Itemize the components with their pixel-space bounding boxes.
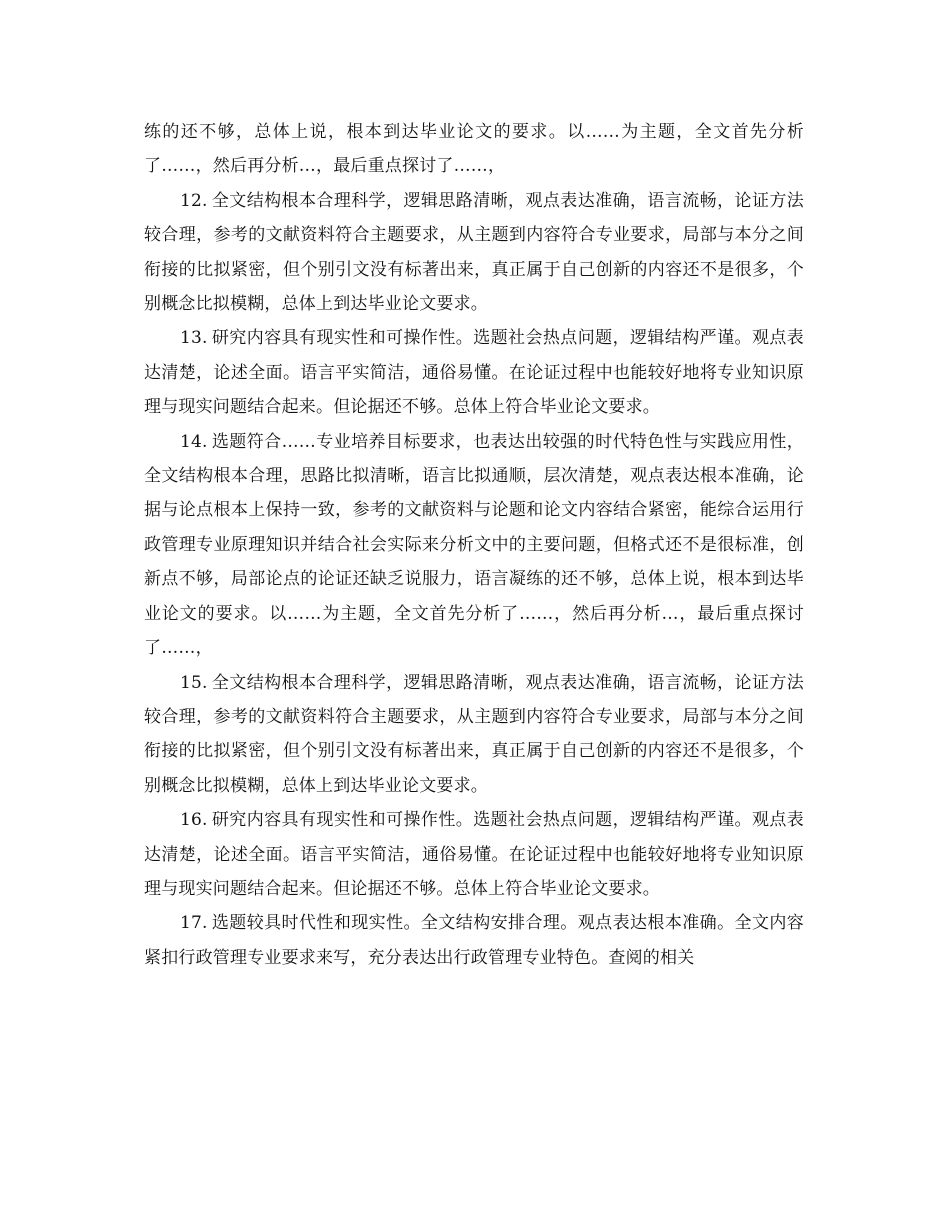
paragraph-text: 全文结构根本合理科学，逻辑思路清晰，观点表达准确，语言流畅，论证方法较合理，参考的文献资料符合主题要求，从主题到内容符合专业要求，局部与本分之间衔接的比拟紧密，但个别引文没有标著出来，真正属于自己创新的内容还不是很多，个别概念比拟模糊，总体上到达毕业论文要求。 bbox=[144, 190, 804, 315]
paragraph-number: 15. bbox=[180, 672, 208, 693]
paragraph-text: 练的还不够，总体上说，根本到达毕业论文的要求。以……为主题，全文首先分析了……，然后再分析…，最后重点探讨了……， bbox=[144, 122, 804, 177]
paragraph-text: 全文结构根本合理科学，逻辑思路清晰，观点表达准确，语言流畅，论证方法较合理，参考的文献资料符合主题要求，从主题到内容符合专业要求，局部与本分之间衔接的比拟紧密，但个别引文没有标著出来，真正属于自己创新的内容还不是很多，个别概念比拟模糊，总体上到达毕业论文要求。 bbox=[144, 672, 804, 796]
paragraph-number: 16. bbox=[180, 810, 208, 831]
document-page bbox=[144, 115, 804, 975]
paragraph-16 bbox=[144, 803, 804, 906]
paragraph-number: 17. bbox=[180, 913, 208, 934]
paragraph-17 bbox=[144, 906, 804, 975]
paragraph-text: 选题较具时代性和现实性。全文结构安排合理。观点表达根本准确。全文内容紧扣行政管理专业要求来写，充分表达出行政管理专业特色。查阅的相关 bbox=[144, 913, 804, 968]
paragraph-text: 研究内容具有现实性和可操作性。选题社会热点问题，逻辑结构严谨。观点表达清楚，论述全面。语言平实简洁，通俗易懂。在论证过程中也能较好地将专业知识原理与现实问题结合起来。但论据还不够。总体上符合毕业论文要求。 bbox=[144, 810, 804, 899]
paragraph-number: 12. bbox=[180, 190, 208, 211]
paragraph-text: 研究内容具有现实性和可操作性。选题社会热点问题，逻辑结构严谨。观点表达清楚，论述全面。语言平实简洁，通俗易懂。在论证过程中也能较好地将专业知识原理与现实问题结合起来。但论据还不够。总体上符合毕业论文要求。 bbox=[144, 328, 804, 418]
paragraph-12 bbox=[144, 184, 804, 322]
paragraph-number: 14. bbox=[180, 431, 208, 452]
paragraph-14 bbox=[144, 425, 804, 666]
paragraph-15 bbox=[144, 666, 804, 804]
paragraph-text: 选题符合……专业培养目标要求，也表达出较强的时代特色性与实践应用性，全文结构根本合理，思路比拟清晰，语言比拟通顺，层次清楚，观点表达根本准确，论据与论点根本上保持一致，参考的文献资料与论题和论文内容结合紧密，能综合运用行政管理专业原理知识并结合社会实际来分析文中的主要问题，但格式还不是很标准，创新点不够，局部论点的论证还缺乏说服力，语言凝练的还不够，总体上说，根本到达毕业论文的要求。以……为主题，全文首先分析了……，然后再分析…，最后重点探讨了……， bbox=[144, 431, 804, 659]
paragraph-13 bbox=[144, 321, 804, 424]
paragraph-continuation bbox=[144, 115, 804, 184]
paragraph-number: 13. bbox=[180, 328, 208, 349]
